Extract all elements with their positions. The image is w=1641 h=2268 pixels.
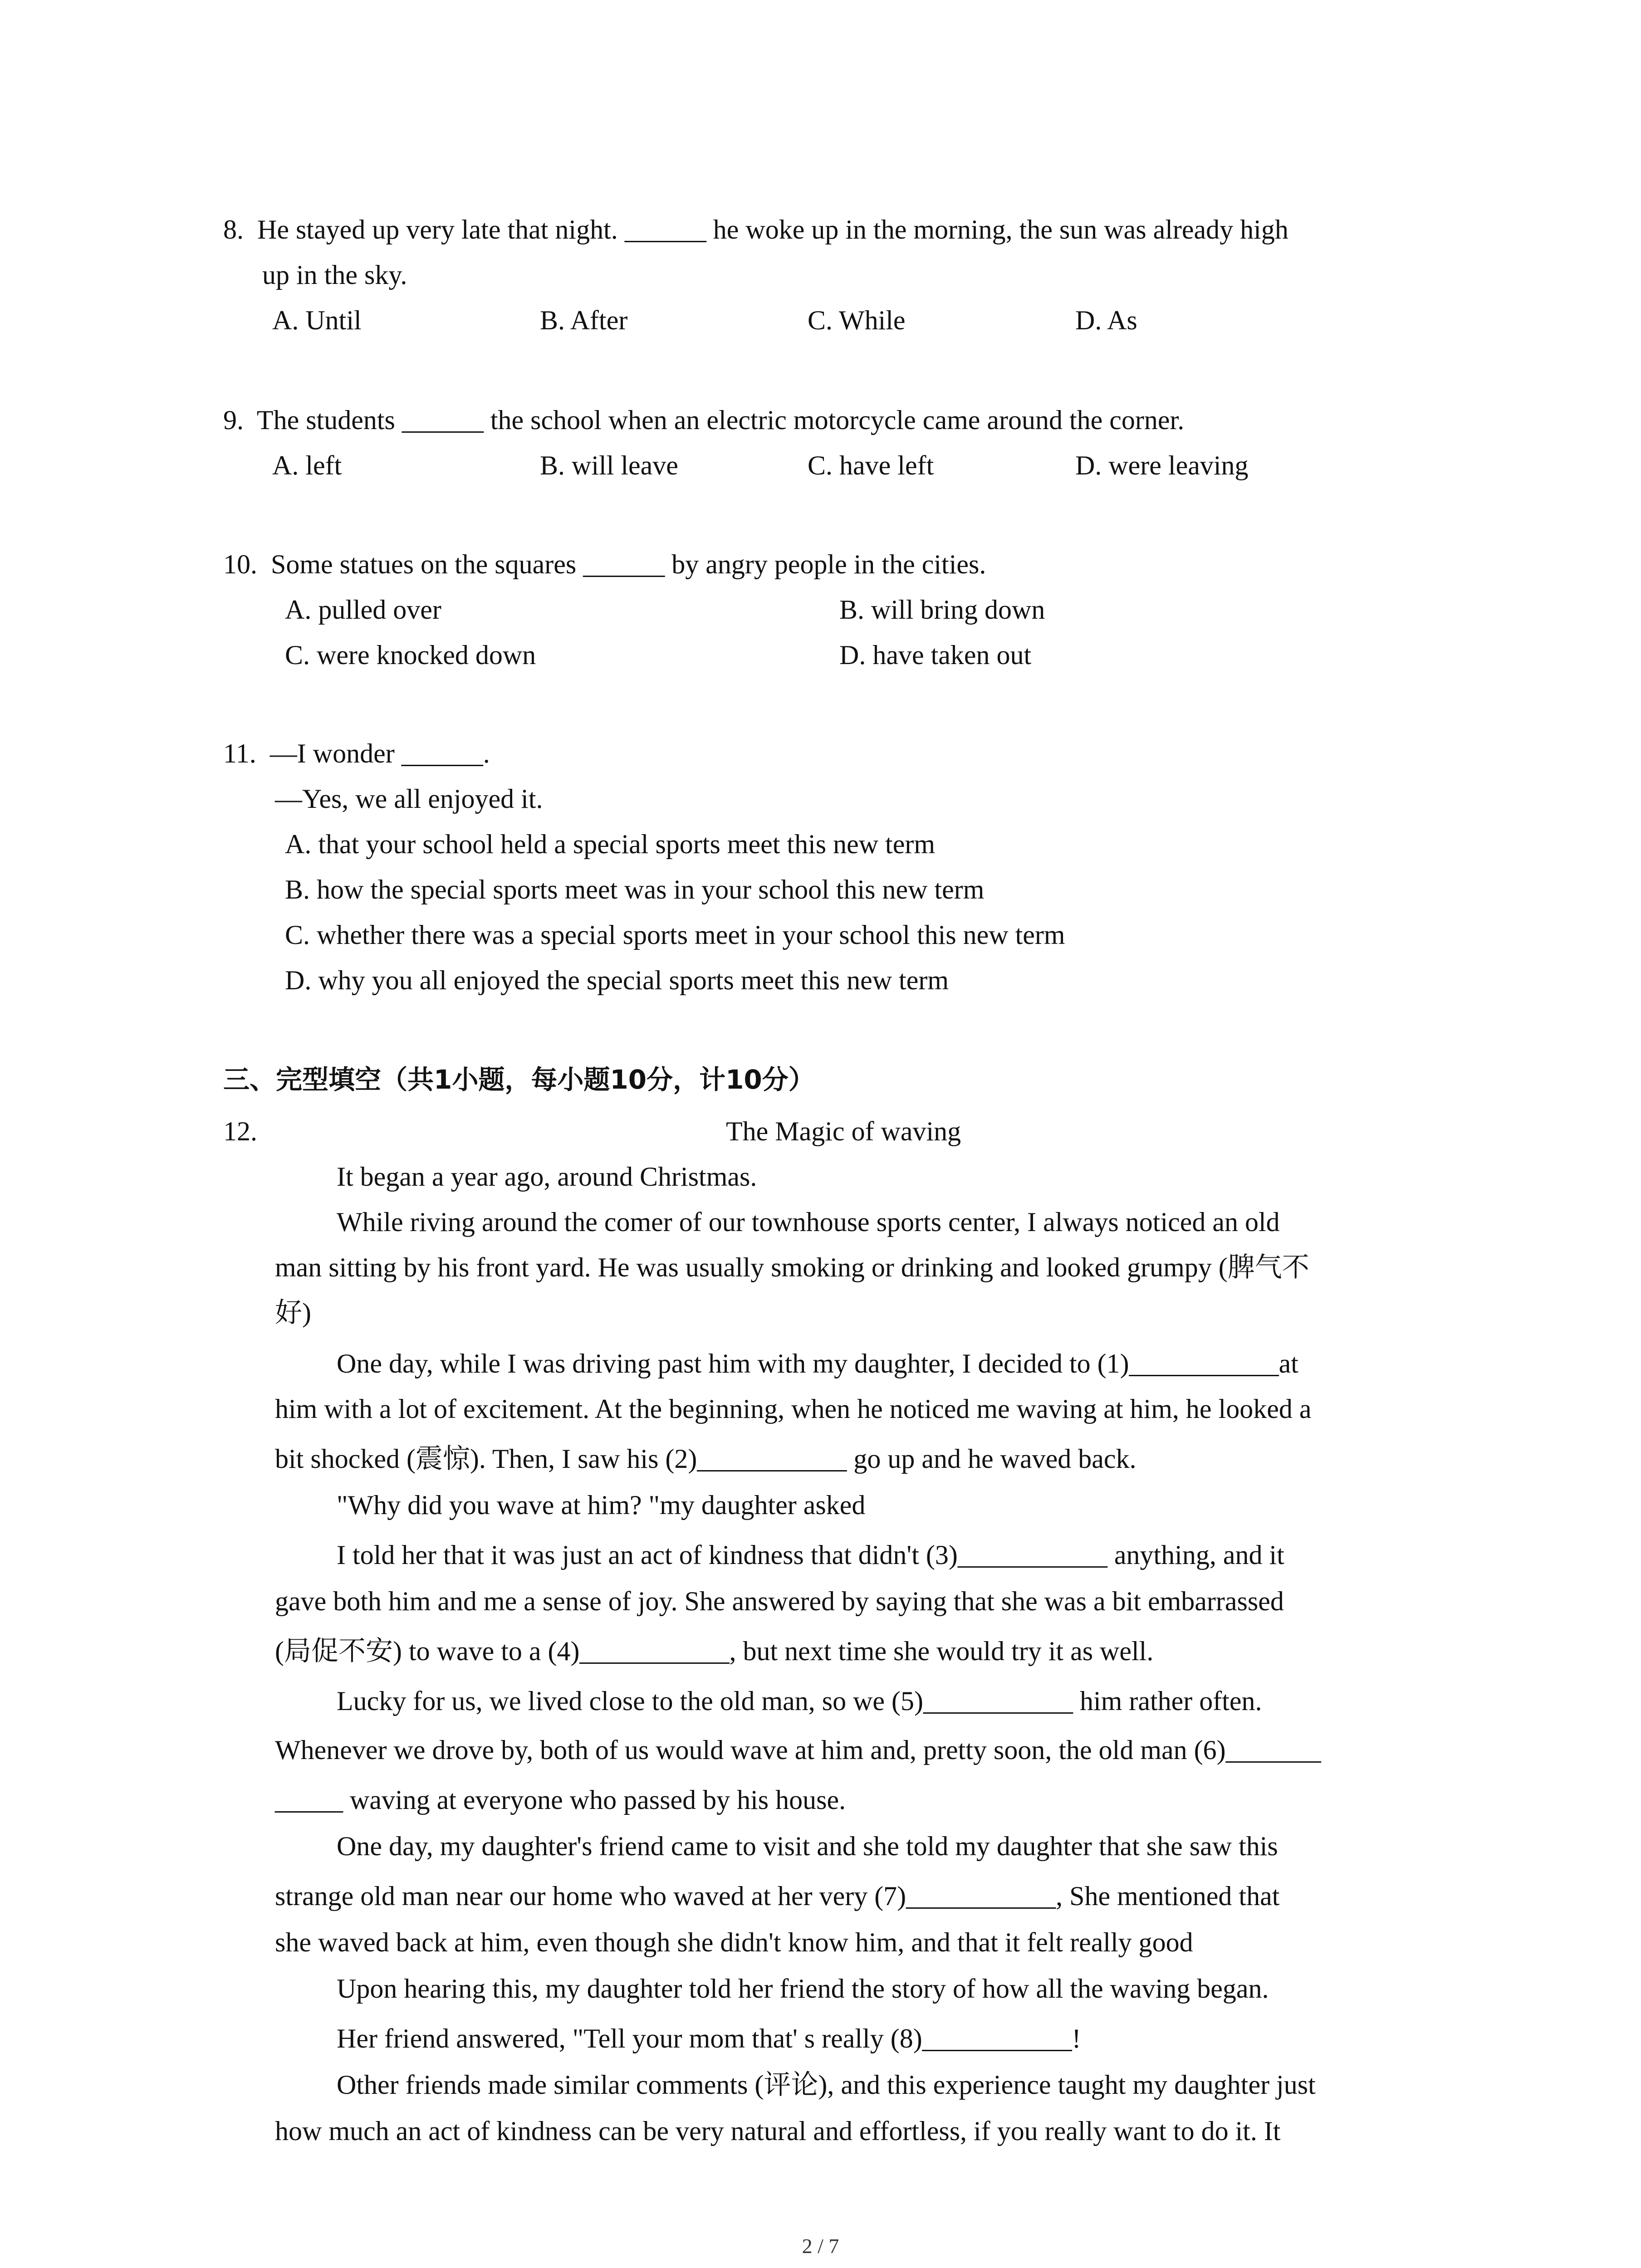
passage-line: Lucky for us, we lived close to the old man, so we (5)___________ him rather often.: [337, 1686, 1262, 1716]
q11-reply: —Yes, we all enjoyed it.: [275, 784, 543, 814]
q9-option-c: C. have left: [808, 450, 934, 480]
passage-line: (局促不安) to wave to a (4)___________, but next time she would try it as well.: [275, 1636, 1154, 1666]
q12-number: 12.: [223, 1116, 257, 1146]
q10-option-c: C. were knocked down: [285, 640, 536, 670]
q8-option-b: B. After: [540, 305, 628, 335]
q9-option-d: D. were leaving: [1075, 450, 1249, 480]
passage-line: "Why did you wave at him? "my daughter asked: [337, 1490, 866, 1520]
q10-stem: 10. Some statues on the squares ______ by angry people in the cities.: [223, 549, 986, 579]
passage-line: I told her that it was just an act of kindness that didn't (3)___________ anything, and it: [337, 1540, 1284, 1570]
passage-line: strange old man near our home who waved at her very (7)___________, She mentioned that: [275, 1881, 1280, 1911]
q10-option-d: D. have taken out: [839, 640, 1032, 670]
passage-line: _____ waving at everyone who passed by his house.: [275, 1785, 846, 1815]
q10-option-a: A. pulled over: [285, 595, 441, 625]
passage-line: him with a lot of excitement. At the beginning, when he noticed me waving at him, he looked a: [275, 1394, 1312, 1424]
passage-line: 好): [275, 1298, 311, 1328]
q8-option-c: C. While: [808, 305, 906, 335]
page-number: 2 / 7: [802, 2234, 839, 2258]
passage-line: While riving around the comer of our townhouse sports center, I always noticed an old: [337, 1207, 1280, 1237]
q11-option-d: D. why you all enjoyed the special sports meet this new term: [285, 965, 949, 995]
q11-option-b: B. how the special sports meet was in your school this new term: [285, 875, 985, 904]
passage-line: how much an act of kindness can be very natural and effortless, if you really want to do it. It: [275, 2116, 1281, 2146]
passage-line: she waved back at him, even though she didn't know him, and that it felt really good: [275, 1927, 1193, 1957]
passage-line: One day, my daughter's friend came to visit and she told my daughter that she saw this: [337, 1831, 1278, 1861]
q8-option-a: A. Until: [272, 305, 362, 335]
q11-option-a: A. that your school held a special sports meet this new term: [285, 829, 935, 859]
q9-option-b: B. will leave: [540, 450, 678, 480]
passage-line: Other friends made similar comments (评论), and this experience taught my daughter just: [337, 2070, 1316, 2100]
passage-line: bit shocked (震惊). Then, I saw his (2)___________ go up and he waved back.: [275, 1444, 1136, 1474]
passage-line: Whenever we drove by, both of us would wave at him and, pretty soon, the old man (6)_______: [275, 1735, 1321, 1765]
passage-line: One day, while I was driving past him with my daughter, I decided to (1)___________at: [337, 1349, 1298, 1378]
passage-line: man sitting by his front yard. He was usually smoking or drinking and looked grumpy (脾气不: [275, 1252, 1309, 1282]
q9-stem: 9. The students ______ the school when an electric motorcycle came around the corner.: [223, 405, 1185, 435]
passage-line: Upon hearing this, my daughter told her friend the story of how all the waving began.: [337, 1974, 1269, 2004]
q8-stem-line2: up in the sky.: [262, 260, 407, 290]
q12-title: The Magic of waving: [726, 1116, 961, 1146]
passage-line: It began a year ago, around Christmas.: [337, 1162, 757, 1192]
passage-line: gave both him and me a sense of joy. She answered by saying that she was a bit embarrassed: [275, 1586, 1284, 1616]
q10-option-b: B. will bring down: [839, 595, 1045, 625]
q9-option-a: A. left: [272, 450, 342, 480]
section-3-heading: 三、完型填空（共1小题，每小题10分，计10分）: [223, 1064, 815, 1095]
q11-option-c: C. whether there was a special sports meet in your school this new term: [285, 920, 1065, 950]
passage-line: Her friend answered, "Tell your mom that' s really (8)___________!: [337, 2024, 1081, 2053]
q8-stem-line1: 8. He stayed up very late that night. ______ he woke up in the morning, the sun was already high: [223, 215, 1288, 244]
q11-stem: 11. —I wonder ______.: [223, 738, 490, 768]
q8-option-d: D. As: [1075, 305, 1137, 335]
